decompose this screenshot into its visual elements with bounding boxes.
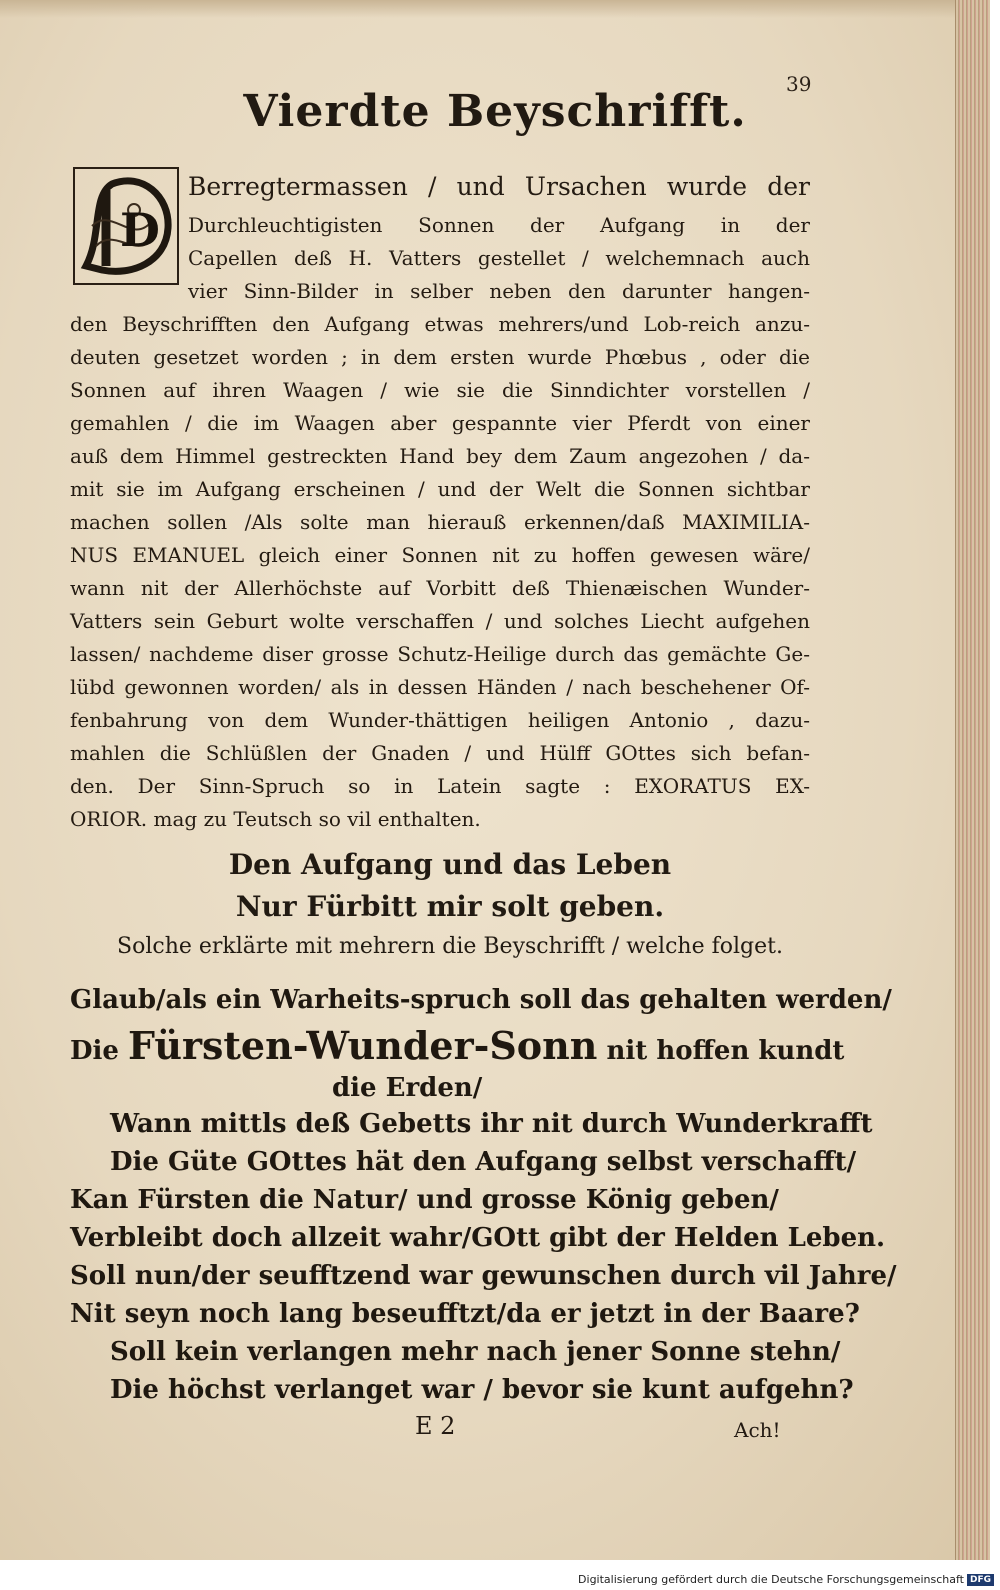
- credit-text: Digitalisierung gefördert durch die Deutsche Forschungsgemeinschaft: [578, 1573, 964, 1586]
- prose-line: auß dem Himmel gestreckten Hand bey dem Zaum angezohen / da-: [70, 444, 810, 468]
- verse-intro: Solche erklärte mit mehrern die Beyschrifft / welche folget.: [117, 934, 783, 959]
- prose-line: Capellen deß H. Vatters gestellet / welchemnach auch: [188, 246, 810, 270]
- verse-line: Die Güte GOttes hät den Aufgang selbst verschafft/: [110, 1147, 857, 1177]
- prose-line: lassen/ nachdeme diser grosse Schutz-Heilige durch das gemächte Ge-: [70, 642, 810, 666]
- prose-line: fenbahrung von dem Wunder-thättigen heiligen Antonio , dazu-: [70, 708, 810, 732]
- verse-line: Kan Fürsten die Natur/ und grosse König geben/: [70, 1185, 779, 1215]
- prose-line: Sonnen auf ihren Waagen / wie sie die Sinndichter vorstellen /: [70, 378, 810, 402]
- prose-line: mahlen die Schlüßlen der Gnaden / und Hülff GOttes sich befan-: [70, 741, 810, 765]
- prose-line: vier Sinn-Bilder in selber neben den darunter hangen-: [188, 279, 810, 303]
- prose-line: machen sollen /Als solte man hierauß erkennen/daß MAXIMILIA-: [70, 510, 810, 534]
- prose-line: ORIOR. mag zu Teutsch so vil enthalten.: [70, 807, 481, 831]
- verse-word: Die: [70, 1036, 119, 1066]
- verse-line: Glaub/als ein Warheits-spruch soll das gehalten werden/: [70, 985, 892, 1015]
- svg-text:D: D: [120, 203, 160, 257]
- prose-line: NUS EMANUEL gleich einer Sonnen nit zu hoffen gewesen wäre/: [70, 543, 810, 567]
- prose-line: lübd gewonnen worden/ als in dessen Händen / nach beschehener Of-: [70, 675, 810, 699]
- prose-line: den Beyschrifften den Aufgang etwas mehrers/und Lob-reich anzu-: [70, 312, 810, 336]
- section-heading: Vierdte Beyschrifft.: [243, 86, 747, 137]
- verse-line: Die höchst verlanget war / bevor sie kunt aufgehn?: [110, 1375, 854, 1405]
- page-edges: [955, 0, 990, 1560]
- prose-line: deuten gesetzet worden ; in dem ersten wurde Phœbus , oder die: [70, 345, 810, 369]
- page-top-shadow: [0, 0, 955, 18]
- verse-word: nit hoffen kundt: [606, 1036, 845, 1066]
- verse-line: Soll nun/der seufftzend war gewunschen durch vil Jahre/: [70, 1261, 897, 1291]
- verse-line: Verbleibt doch allzeit wahr/GOtt gibt der Helden Leben.: [70, 1223, 886, 1253]
- prose-line: Durchleuchtigisten Sonnen der Aufgang in der: [188, 213, 810, 237]
- prose-line: Vatters sein Geburt wolte verschaffen / und solches Liecht aufgehen: [70, 609, 810, 633]
- page-number: 39: [786, 72, 812, 96]
- prose-line: mit sie im Aufgang erscheinen / und der Welt die Sonnen sichtbar: [70, 477, 810, 501]
- decorated-initial: [72, 166, 180, 286]
- decorated-initial-icon: [72, 166, 180, 286]
- verse-line: Nit seyn noch lang beseufftzt/da er jetzt in der Baare?: [70, 1299, 860, 1329]
- verse-line: Wann mittls deß Gebetts ihr nit durch Wunderkrafft: [110, 1109, 873, 1139]
- verse-line-emphasis: [70, 1023, 845, 1071]
- signature-mark: E 2: [415, 1412, 456, 1440]
- verse-emphasis: Fürsten-Wunder-Sonn: [128, 1023, 598, 1068]
- dfg-logo-icon: DFG: [967, 1574, 994, 1586]
- verse-line: die Erden/: [332, 1073, 483, 1103]
- motto-line: Den Aufgang und das Leben: [228, 848, 672, 881]
- catchword: Ach!: [734, 1418, 781, 1442]
- motto-line: Nur Fürbitt mir solt geben.: [235, 890, 665, 923]
- prose-line: wann nit der Allerhöchste auf Vorbitt deß Thienæischen Wunder-: [70, 576, 810, 600]
- prose-line: den. Der Sinn-Spruch so in Latein sagte : EXORATUS EX-: [70, 774, 810, 798]
- prose-line: Berregtermassen / und Ursachen wurde der: [188, 172, 810, 201]
- digitization-credit: [578, 1573, 994, 1586]
- verse-line: Soll kein verlangen mehr nach jener Sonne stehn/: [110, 1337, 841, 1367]
- prose-line: gemahlen / die im Waagen aber gespannte vier Pferdt von einer: [70, 411, 810, 435]
